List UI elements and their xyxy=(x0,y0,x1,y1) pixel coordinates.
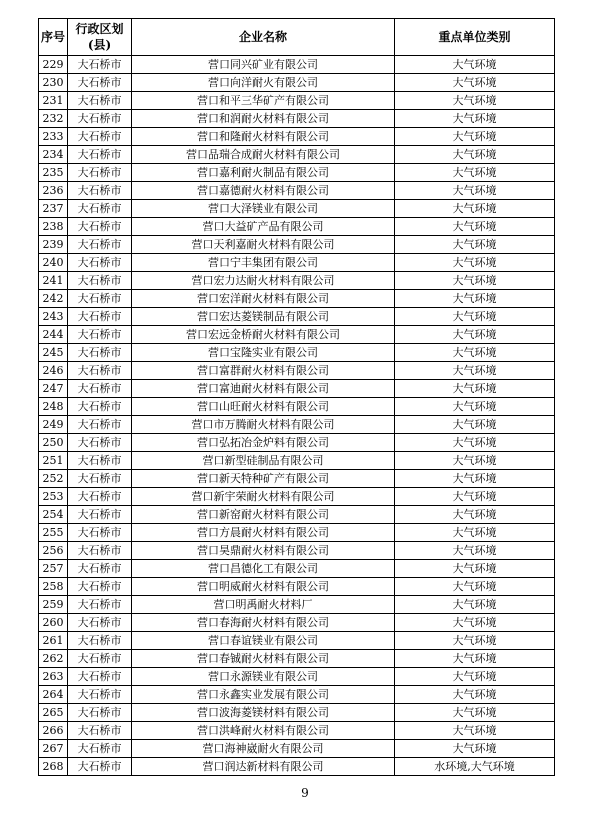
table-row xyxy=(39,416,555,434)
cell-district: 大石桥市 xyxy=(68,542,132,560)
cell-district: 大石桥市 xyxy=(68,236,132,254)
enterprise-table xyxy=(38,18,555,776)
cell-category: 大气环境 xyxy=(395,290,555,308)
cell-category: 大气环境 xyxy=(395,146,555,164)
cell-company: 营口春谊镁业有限公司 xyxy=(132,632,395,650)
cell-num: 261 xyxy=(39,632,68,650)
cell-num: 247 xyxy=(39,380,68,398)
cell-category: 大气环境 xyxy=(395,182,555,200)
cell-category: 大气环境 xyxy=(395,218,555,236)
cell-company: 营口嘉利耐火制品有限公司 xyxy=(132,164,395,182)
table-row xyxy=(39,398,555,416)
cell-num: 239 xyxy=(39,236,68,254)
cell-category: 大气环境 xyxy=(395,326,555,344)
table-row xyxy=(39,578,555,596)
cell-num: 230 xyxy=(39,74,68,92)
cell-company: 营口海神崴耐火有限公司 xyxy=(132,740,395,758)
cell-company: 营口洪峰耐火材料有限公司 xyxy=(132,722,395,740)
cell-num: 254 xyxy=(39,506,68,524)
table-row xyxy=(39,308,555,326)
cell-district: 大石桥市 xyxy=(68,74,132,92)
cell-num: 267 xyxy=(39,740,68,758)
cell-num: 238 xyxy=(39,218,68,236)
cell-category: 大气环境 xyxy=(395,164,555,182)
cell-category: 大气环境 xyxy=(395,650,555,668)
cell-company: 营口润达新材料有限公司 xyxy=(132,758,395,776)
cell-num: 252 xyxy=(39,470,68,488)
header-num: 序号 xyxy=(39,19,68,56)
cell-company: 营口宏远金桥耐火材料有限公司 xyxy=(132,326,395,344)
cell-company: 营口和润耐火材料有限公司 xyxy=(132,110,395,128)
table-row xyxy=(39,272,555,290)
table-row xyxy=(39,182,555,200)
cell-num: 242 xyxy=(39,290,68,308)
table-row xyxy=(39,596,555,614)
table-row xyxy=(39,362,555,380)
cell-district: 大石桥市 xyxy=(68,398,132,416)
cell-district: 大石桥市 xyxy=(68,218,132,236)
cell-category: 大气环境 xyxy=(395,740,555,758)
cell-category: 大气环境 xyxy=(395,272,555,290)
cell-company: 营口春海耐火材料有限公司 xyxy=(132,614,395,632)
cell-company: 营口大泽镁业有限公司 xyxy=(132,200,395,218)
table-row xyxy=(39,560,555,578)
cell-num: 235 xyxy=(39,164,68,182)
cell-district: 大石桥市 xyxy=(68,650,132,668)
cell-category: 大气环境 xyxy=(395,506,555,524)
cell-company: 营口昌德化工有限公司 xyxy=(132,560,395,578)
cell-category: 大气环境 xyxy=(395,722,555,740)
table-body xyxy=(39,56,555,776)
table-row xyxy=(39,74,555,92)
cell-category: 大气环境 xyxy=(395,578,555,596)
table-row xyxy=(39,380,555,398)
table-row xyxy=(39,686,555,704)
cell-num: 248 xyxy=(39,398,68,416)
table-row xyxy=(39,650,555,668)
cell-category: 大气环境 xyxy=(395,704,555,722)
cell-district: 大石桥市 xyxy=(68,632,132,650)
table-header-row xyxy=(39,19,555,56)
cell-company: 营口向洋耐火有限公司 xyxy=(132,74,395,92)
table-row xyxy=(39,524,555,542)
cell-company: 营口市万腾耐火材料有限公司 xyxy=(132,416,395,434)
cell-category: 大气环境 xyxy=(395,668,555,686)
cell-district: 大石桥市 xyxy=(68,200,132,218)
header-category: 重点单位类别 xyxy=(395,19,555,56)
cell-company: 营口宏力达耐火材料有限公司 xyxy=(132,272,395,290)
cell-company: 营口方晨耐火材料有限公司 xyxy=(132,524,395,542)
cell-district: 大石桥市 xyxy=(68,668,132,686)
cell-category: 大气环境 xyxy=(395,380,555,398)
cell-num: 259 xyxy=(39,596,68,614)
cell-company: 营口新天特种矿产有限公司 xyxy=(132,470,395,488)
cell-company: 营口和平三华矿产有限公司 xyxy=(132,92,395,110)
table-row xyxy=(39,236,555,254)
cell-num: 250 xyxy=(39,434,68,452)
cell-num: 229 xyxy=(39,56,68,74)
cell-company: 营口天利嘉耐火材料有限公司 xyxy=(132,236,395,254)
cell-category: 大气环境 xyxy=(395,56,555,74)
cell-company: 营口明威耐火材料有限公司 xyxy=(132,578,395,596)
cell-district: 大石桥市 xyxy=(68,110,132,128)
table-row xyxy=(39,452,555,470)
cell-district: 大石桥市 xyxy=(68,686,132,704)
cell-category: 大气环境 xyxy=(395,488,555,506)
cell-district: 大石桥市 xyxy=(68,164,132,182)
table-row xyxy=(39,110,555,128)
cell-category: 大气环境 xyxy=(395,92,555,110)
cell-district: 大石桥市 xyxy=(68,596,132,614)
cell-num: 263 xyxy=(39,668,68,686)
cell-company: 营口永鑫实业发展有限公司 xyxy=(132,686,395,704)
cell-category: 水环境,大气环境 xyxy=(395,758,555,776)
cell-district: 大石桥市 xyxy=(68,578,132,596)
table-row xyxy=(39,254,555,272)
cell-district: 大石桥市 xyxy=(68,560,132,578)
cell-num: 234 xyxy=(39,146,68,164)
table-row xyxy=(39,470,555,488)
table-row xyxy=(39,434,555,452)
cell-district: 大石桥市 xyxy=(68,128,132,146)
cell-district: 大石桥市 xyxy=(68,290,132,308)
cell-category: 大气环境 xyxy=(395,560,555,578)
cell-num: 258 xyxy=(39,578,68,596)
cell-category: 大气环境 xyxy=(395,110,555,128)
cell-district: 大石桥市 xyxy=(68,92,132,110)
cell-district: 大石桥市 xyxy=(68,146,132,164)
cell-district: 大石桥市 xyxy=(68,614,132,632)
cell-company: 营口波海菱镁材料有限公司 xyxy=(132,704,395,722)
cell-category: 大气环境 xyxy=(395,614,555,632)
cell-district: 大石桥市 xyxy=(68,254,132,272)
cell-company: 营口宝隆实业有限公司 xyxy=(132,344,395,362)
cell-num: 251 xyxy=(39,452,68,470)
cell-num: 264 xyxy=(39,686,68,704)
cell-category: 大气环境 xyxy=(395,362,555,380)
cell-category: 大气环境 xyxy=(395,416,555,434)
table-row xyxy=(39,218,555,236)
cell-district: 大石桥市 xyxy=(68,56,132,74)
table-row xyxy=(39,614,555,632)
table-row xyxy=(39,200,555,218)
cell-category: 大气环境 xyxy=(395,128,555,146)
cell-category: 大气环境 xyxy=(395,542,555,560)
table-row xyxy=(39,740,555,758)
table-row xyxy=(39,128,555,146)
table-row xyxy=(39,92,555,110)
cell-company: 营口宏达菱镁制品有限公司 xyxy=(132,308,395,326)
cell-num: 237 xyxy=(39,200,68,218)
cell-category: 大气环境 xyxy=(395,344,555,362)
cell-company: 营口大益矿产品有限公司 xyxy=(132,218,395,236)
cell-company: 营口永源镁业有限公司 xyxy=(132,668,395,686)
cell-num: 232 xyxy=(39,110,68,128)
cell-category: 大气环境 xyxy=(395,308,555,326)
table-row xyxy=(39,164,555,182)
table-row xyxy=(39,722,555,740)
cell-num: 256 xyxy=(39,542,68,560)
cell-company: 营口富迪耐火材料有限公司 xyxy=(132,380,395,398)
cell-company: 营口新宇荣耐火材料有限公司 xyxy=(132,488,395,506)
cell-category: 大气环境 xyxy=(395,74,555,92)
cell-category: 大气环境 xyxy=(395,200,555,218)
cell-district: 大石桥市 xyxy=(68,272,132,290)
cell-category: 大气环境 xyxy=(395,236,555,254)
cell-district: 大石桥市 xyxy=(68,758,132,776)
cell-category: 大气环境 xyxy=(395,254,555,272)
cell-district: 大石桥市 xyxy=(68,380,132,398)
cell-company: 营口新窑耐火材料有限公司 xyxy=(132,506,395,524)
cell-num: 253 xyxy=(39,488,68,506)
cell-num: 236 xyxy=(39,182,68,200)
table-row xyxy=(39,506,555,524)
header-company: 企业名称 xyxy=(132,19,395,56)
table-row xyxy=(39,488,555,506)
table-row xyxy=(39,542,555,560)
table-row xyxy=(39,56,555,74)
table-row xyxy=(39,632,555,650)
cell-category: 大气环境 xyxy=(395,452,555,470)
cell-district: 大石桥市 xyxy=(68,326,132,344)
cell-num: 249 xyxy=(39,416,68,434)
cell-district: 大石桥市 xyxy=(68,470,132,488)
cell-district: 大石桥市 xyxy=(68,488,132,506)
cell-district: 大石桥市 xyxy=(68,722,132,740)
cell-num: 245 xyxy=(39,344,68,362)
cell-company: 营口新型硅制品有限公司 xyxy=(132,452,395,470)
cell-category: 大气环境 xyxy=(395,524,555,542)
cell-num: 244 xyxy=(39,326,68,344)
cell-company: 营口宏洋耐火材料有限公司 xyxy=(132,290,395,308)
cell-num: 262 xyxy=(39,650,68,668)
cell-district: 大石桥市 xyxy=(68,524,132,542)
cell-district: 大石桥市 xyxy=(68,506,132,524)
cell-category: 大气环境 xyxy=(395,596,555,614)
cell-company: 营口明禹耐火材料厂 xyxy=(132,596,395,614)
table-row xyxy=(39,146,555,164)
cell-district: 大石桥市 xyxy=(68,182,132,200)
cell-num: 260 xyxy=(39,614,68,632)
cell-category: 大气环境 xyxy=(395,470,555,488)
cell-num: 266 xyxy=(39,722,68,740)
cell-num: 246 xyxy=(39,362,68,380)
cell-num: 243 xyxy=(39,308,68,326)
cell-company: 营口弘拓冶金炉料有限公司 xyxy=(132,434,395,452)
cell-company: 营口昊鼎耐火材料有限公司 xyxy=(132,542,395,560)
cell-district: 大石桥市 xyxy=(68,344,132,362)
cell-district: 大石桥市 xyxy=(68,704,132,722)
cell-district: 大石桥市 xyxy=(68,416,132,434)
cell-company: 营口宁丰集团有限公司 xyxy=(132,254,395,272)
cell-company: 营口品瑞合成耐火材料有限公司 xyxy=(132,146,395,164)
cell-num: 240 xyxy=(39,254,68,272)
table-row xyxy=(39,668,555,686)
cell-company: 营口和隆耐火材料有限公司 xyxy=(132,128,395,146)
cell-category: 大气环境 xyxy=(395,434,555,452)
page-number: 9 xyxy=(301,786,309,800)
cell-district: 大石桥市 xyxy=(68,308,132,326)
cell-num: 231 xyxy=(39,92,68,110)
cell-num: 255 xyxy=(39,524,68,542)
cell-num: 257 xyxy=(39,560,68,578)
cell-company: 营口春铖耐火材料有限公司 xyxy=(132,650,395,668)
table-row xyxy=(39,290,555,308)
cell-company: 营口同兴矿业有限公司 xyxy=(132,56,395,74)
table-row xyxy=(39,704,555,722)
cell-district: 大石桥市 xyxy=(68,362,132,380)
cell-num: 268 xyxy=(39,758,68,776)
cell-num: 265 xyxy=(39,704,68,722)
header-district: 行政区划(县) xyxy=(68,19,132,56)
table-row xyxy=(39,758,555,776)
cell-category: 大气环境 xyxy=(395,398,555,416)
cell-company: 营口山旺耐火材料有限公司 xyxy=(132,398,395,416)
table-row xyxy=(39,326,555,344)
cell-num: 233 xyxy=(39,128,68,146)
cell-district: 大石桥市 xyxy=(68,740,132,758)
cell-company: 营口嘉德耐火材料有限公司 xyxy=(132,182,395,200)
table-row xyxy=(39,344,555,362)
cell-company: 营口富群耐火材料有限公司 xyxy=(132,362,395,380)
cell-district: 大石桥市 xyxy=(68,434,132,452)
cell-category: 大气环境 xyxy=(395,632,555,650)
cell-num: 241 xyxy=(39,272,68,290)
cell-district: 大石桥市 xyxy=(68,452,132,470)
cell-category: 大气环境 xyxy=(395,686,555,704)
